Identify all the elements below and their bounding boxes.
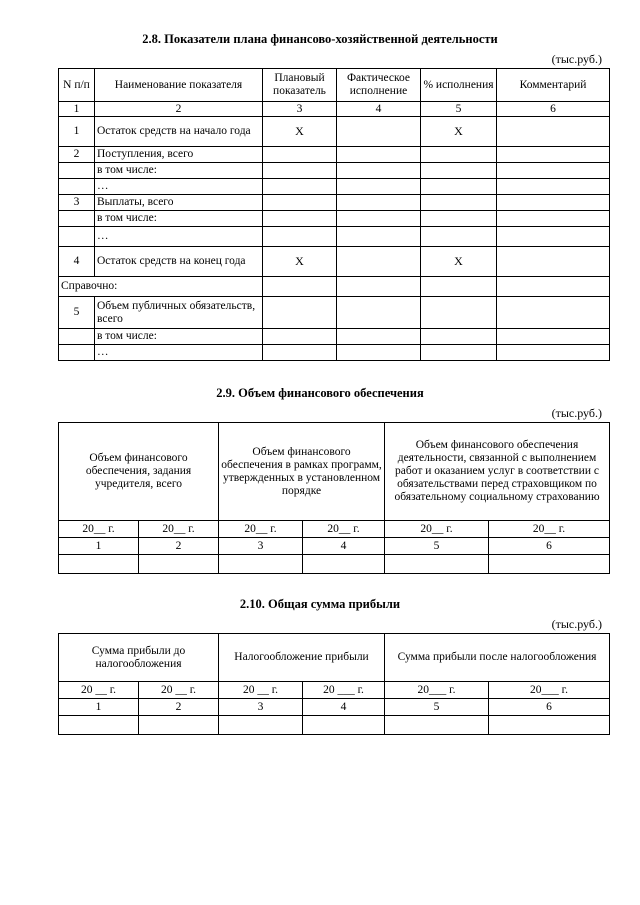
header-programs: Объем финансового обеспечения в рамках программ, утвержденных в установленном порядке [219, 423, 385, 521]
table-row [59, 555, 610, 574]
row-name: … [95, 179, 263, 195]
table-row [59, 163, 610, 179]
table-header-row [59, 634, 610, 682]
col-num: 5 [385, 699, 489, 716]
col-num: 6 [489, 538, 610, 555]
row-num: 5 [59, 297, 95, 329]
col-num: 6 [489, 699, 610, 716]
pct-cell: X [421, 247, 497, 277]
col-num: 6 [497, 102, 610, 117]
row-name: … [95, 345, 263, 361]
table-row [59, 179, 610, 195]
plan-indicators-table [58, 68, 610, 361]
profit-table [58, 633, 610, 735]
row-name: Поступления, всего [95, 147, 263, 163]
col-num: 4 [337, 102, 421, 117]
table-row [59, 345, 610, 361]
fact-cell [337, 117, 421, 147]
section-2-9-unit: (тыс.руб.) [551, 406, 602, 420]
year-cell: 20__ г. [385, 521, 489, 538]
year-cell: 20__ г. [489, 521, 610, 538]
comment-cell [497, 117, 610, 147]
header-pct: % исполнения [421, 69, 497, 102]
table-row [59, 297, 610, 329]
header-founder-task: Объем финансового обеспечения, задания учредителя, всего [59, 423, 219, 521]
table-row [59, 247, 610, 277]
years-row [59, 682, 610, 699]
col-num: 5 [385, 538, 489, 555]
column-numbers-row [59, 102, 610, 117]
row-name: … [95, 227, 263, 247]
table-row [59, 227, 610, 247]
row-name: Объем публичных обязательств, всего [95, 297, 263, 329]
table-row [59, 277, 610, 297]
row-name: Остаток средств на конец года [95, 247, 263, 277]
years-row [59, 521, 610, 538]
year-cell: 20__ г. [303, 521, 385, 538]
column-numbers-row [59, 699, 610, 716]
year-cell: 20 __ г. [219, 682, 303, 699]
year-cell: 20 __ г. [59, 682, 139, 699]
section-2-10-unit: (тыс.руб.) [551, 617, 602, 631]
section-2-10-title: 2.10. Общая сумма прибыли [239, 597, 401, 611]
year-cell: 20__ г. [59, 521, 139, 538]
col-num: 2 [139, 699, 219, 716]
year-cell: 20___ г. [489, 682, 610, 699]
table-row [59, 716, 610, 735]
table-row [59, 329, 610, 345]
table-row [59, 211, 610, 227]
header-fact: Фактическое исполнение [337, 69, 421, 102]
header-comment: Комментарий [497, 69, 610, 102]
col-num: 2 [139, 538, 219, 555]
header-insurance: Объем финансового обеспечения деятельности, связанной с выполнением работ и оказанием услуг в соответствии с обязательствами перед страховщиком по обязательному социальному страхованию [385, 423, 610, 521]
col-num: 1 [59, 699, 139, 716]
table-row [59, 195, 610, 211]
table-header-row [59, 423, 610, 521]
row-name: в том числе: [95, 329, 263, 345]
col-num: 1 [59, 538, 139, 555]
year-cell: 20__ г. [139, 521, 219, 538]
row-name: Остаток средств на начало года [95, 117, 263, 147]
col-num: 1 [59, 102, 95, 117]
year-cell: 20 __ г. [139, 682, 219, 699]
header-num: N п/п [59, 69, 95, 102]
row-name: Выплаты, всего [95, 195, 263, 211]
section-2-9-title: 2.9. Объем финансового обеспечения [216, 386, 424, 400]
col-num: 2 [95, 102, 263, 117]
header-profit-tax: Налогообложение прибыли [219, 634, 385, 682]
year-cell: 20__ г. [219, 521, 303, 538]
table-row [59, 117, 610, 147]
row-num: 4 [59, 247, 95, 277]
table-row [59, 147, 610, 163]
section-2-8-title: 2.8. Показатели плана финансово-хозяйственной деятельности [142, 32, 498, 46]
header-profit-before-tax: Сумма прибыли до налогообложения [59, 634, 219, 682]
col-num: 5 [421, 102, 497, 117]
plan-cell: X [263, 247, 337, 277]
year-cell: 20___ г. [385, 682, 489, 699]
col-num: 4 [303, 699, 385, 716]
pct-cell: X [421, 117, 497, 147]
col-num: 3 [263, 102, 337, 117]
col-num: 3 [219, 538, 303, 555]
row-num: 1 [59, 117, 95, 147]
section-2-8-unit: (тыс.руб.) [551, 52, 602, 66]
row-num: 3 [59, 195, 95, 211]
column-numbers-row [59, 538, 610, 555]
header-plan: Плановый показатель [263, 69, 337, 102]
col-num: 3 [219, 699, 303, 716]
row-num: 2 [59, 147, 95, 163]
row-name: в том числе: [95, 211, 263, 227]
financial-support-table [58, 422, 610, 574]
plan-cell: X [263, 117, 337, 147]
row-name: в том числе: [95, 163, 263, 179]
header-profit-after-tax: Сумма прибыли после налогообложения [385, 634, 610, 682]
reference-label: Справочно: [59, 277, 263, 297]
year-cell: 20 ___ г. [303, 682, 385, 699]
header-name: Наименование показателя [95, 69, 263, 102]
table-header-row [59, 69, 610, 102]
col-num: 4 [303, 538, 385, 555]
